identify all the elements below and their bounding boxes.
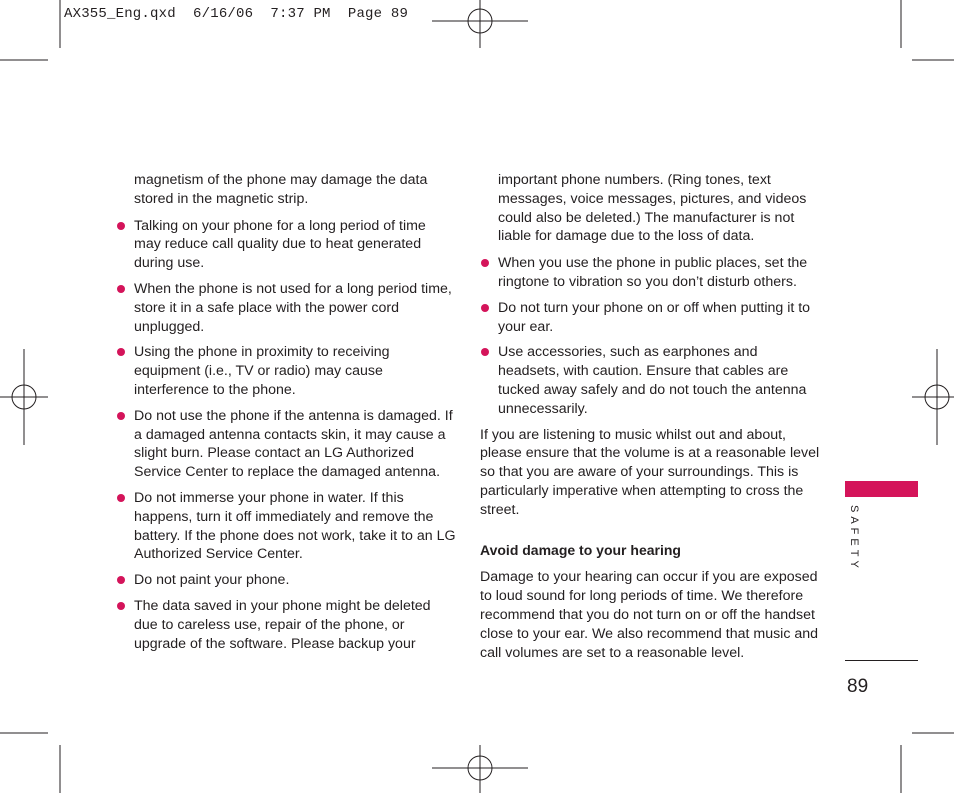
hearing-paragraph: Damage to your hearing can occur if you are exposed to loud sound for long periods of time. We therefore recommend that you do not turn on or off the handset close to your ear. We also recommend that music and call volumes are set to a reasonable level. <box>480 569 819 661</box>
bullet-dot-icon <box>481 348 489 356</box>
bullet-text: When you use the phone in public places, set the ringtone to vibration so you don’t disturb others. <box>498 255 808 290</box>
bullet-dot-icon <box>117 412 125 420</box>
registration-mark-bottom <box>432 745 528 793</box>
print-slug: AX355_Eng.qxd 6/16/06 7:37 PM Page 89 <box>64 6 409 22</box>
bullet-dot-icon <box>117 576 125 584</box>
registration-mark-left <box>0 349 48 445</box>
bullet-text: The data saved in your phone might be deleted due to careless use, repair of the phone, or upgrade of the software. Please backup your <box>134 597 431 652</box>
bullet-dot-icon <box>117 222 125 230</box>
section-label: SAFETY <box>848 505 860 572</box>
page-number: 89 <box>847 676 869 697</box>
bullet-item <box>116 489 456 564</box>
bullet-item <box>480 299 820 337</box>
bullet-item <box>116 407 456 482</box>
bullet-item <box>480 343 820 418</box>
footer-rule <box>845 660 918 661</box>
bullet-dot-icon <box>481 304 489 312</box>
bullet-item <box>116 597 456 653</box>
continuation-text: important phone numbers. (Ring tones, text messages, voice messages, pictures, and videos could also be deleted.) The manufacturer is not liable for damage due to the loss of data. <box>498 172 807 245</box>
continuation-text: magnetism of the phone may damage the data stored in the magnetic strip. <box>134 172 428 207</box>
section-heading: Avoid damage to your hearing <box>480 541 681 558</box>
bullet-text: Using the phone in proximity to receiving equipment (i.e., TV or radio) may cause interference to the phone. <box>134 344 390 398</box>
bullet-item <box>116 217 456 273</box>
bullet-item <box>116 343 456 399</box>
bullet-dot-icon <box>117 494 125 502</box>
listening-paragraph: If you are listening to music whilst out and about, please ensure that the volume is at a reasonable level so that you are aware of your surroundings. This is particularly imperative when attempting to cross the street. <box>480 426 820 518</box>
bullet-dot-icon <box>481 259 489 267</box>
bullet-dot-icon <box>117 348 125 356</box>
bullet-dot-icon <box>117 285 125 293</box>
bullet-text: Use accessories, such as earphones and headsets, with caution. Ensure that cables are tucked away safely and do not touch the antenna unnecessarily. <box>498 344 807 417</box>
bullet-text: Do not use the phone if the antenna is damaged. If a damaged antenna contacts skin, it may cause a slight burn. Please contact an LG Authorized Service Center to replace the damaged antenna. <box>134 407 453 481</box>
bullet-text: Do not paint your phone. <box>134 572 290 589</box>
bullet-text: Talking on your phone for a long period of time may reduce call quality due to heat generated during use. <box>134 217 426 272</box>
registration-mark-right <box>912 349 954 445</box>
bullet-text: Do not immerse your phone in water. If this happens, turn it off immediately and remove the battery. If the phone does not work, take it to an LG Authorized Service Center. <box>134 489 456 563</box>
registration-mark-top <box>432 0 528 48</box>
section-tab-bar <box>845 481 918 497</box>
bullet-dot-icon <box>117 602 125 610</box>
bullet-item <box>116 280 456 336</box>
bullet-item <box>116 571 456 590</box>
bullet-item <box>480 254 820 292</box>
bullet-text: Do not turn your phone on or off when putting it to your ear. <box>498 299 811 335</box>
left-column <box>116 171 456 660</box>
right-column <box>480 171 820 670</box>
bullet-text: When the phone is not used for a long period time, store it in a safe place with the power cord unplugged. <box>134 280 452 335</box>
